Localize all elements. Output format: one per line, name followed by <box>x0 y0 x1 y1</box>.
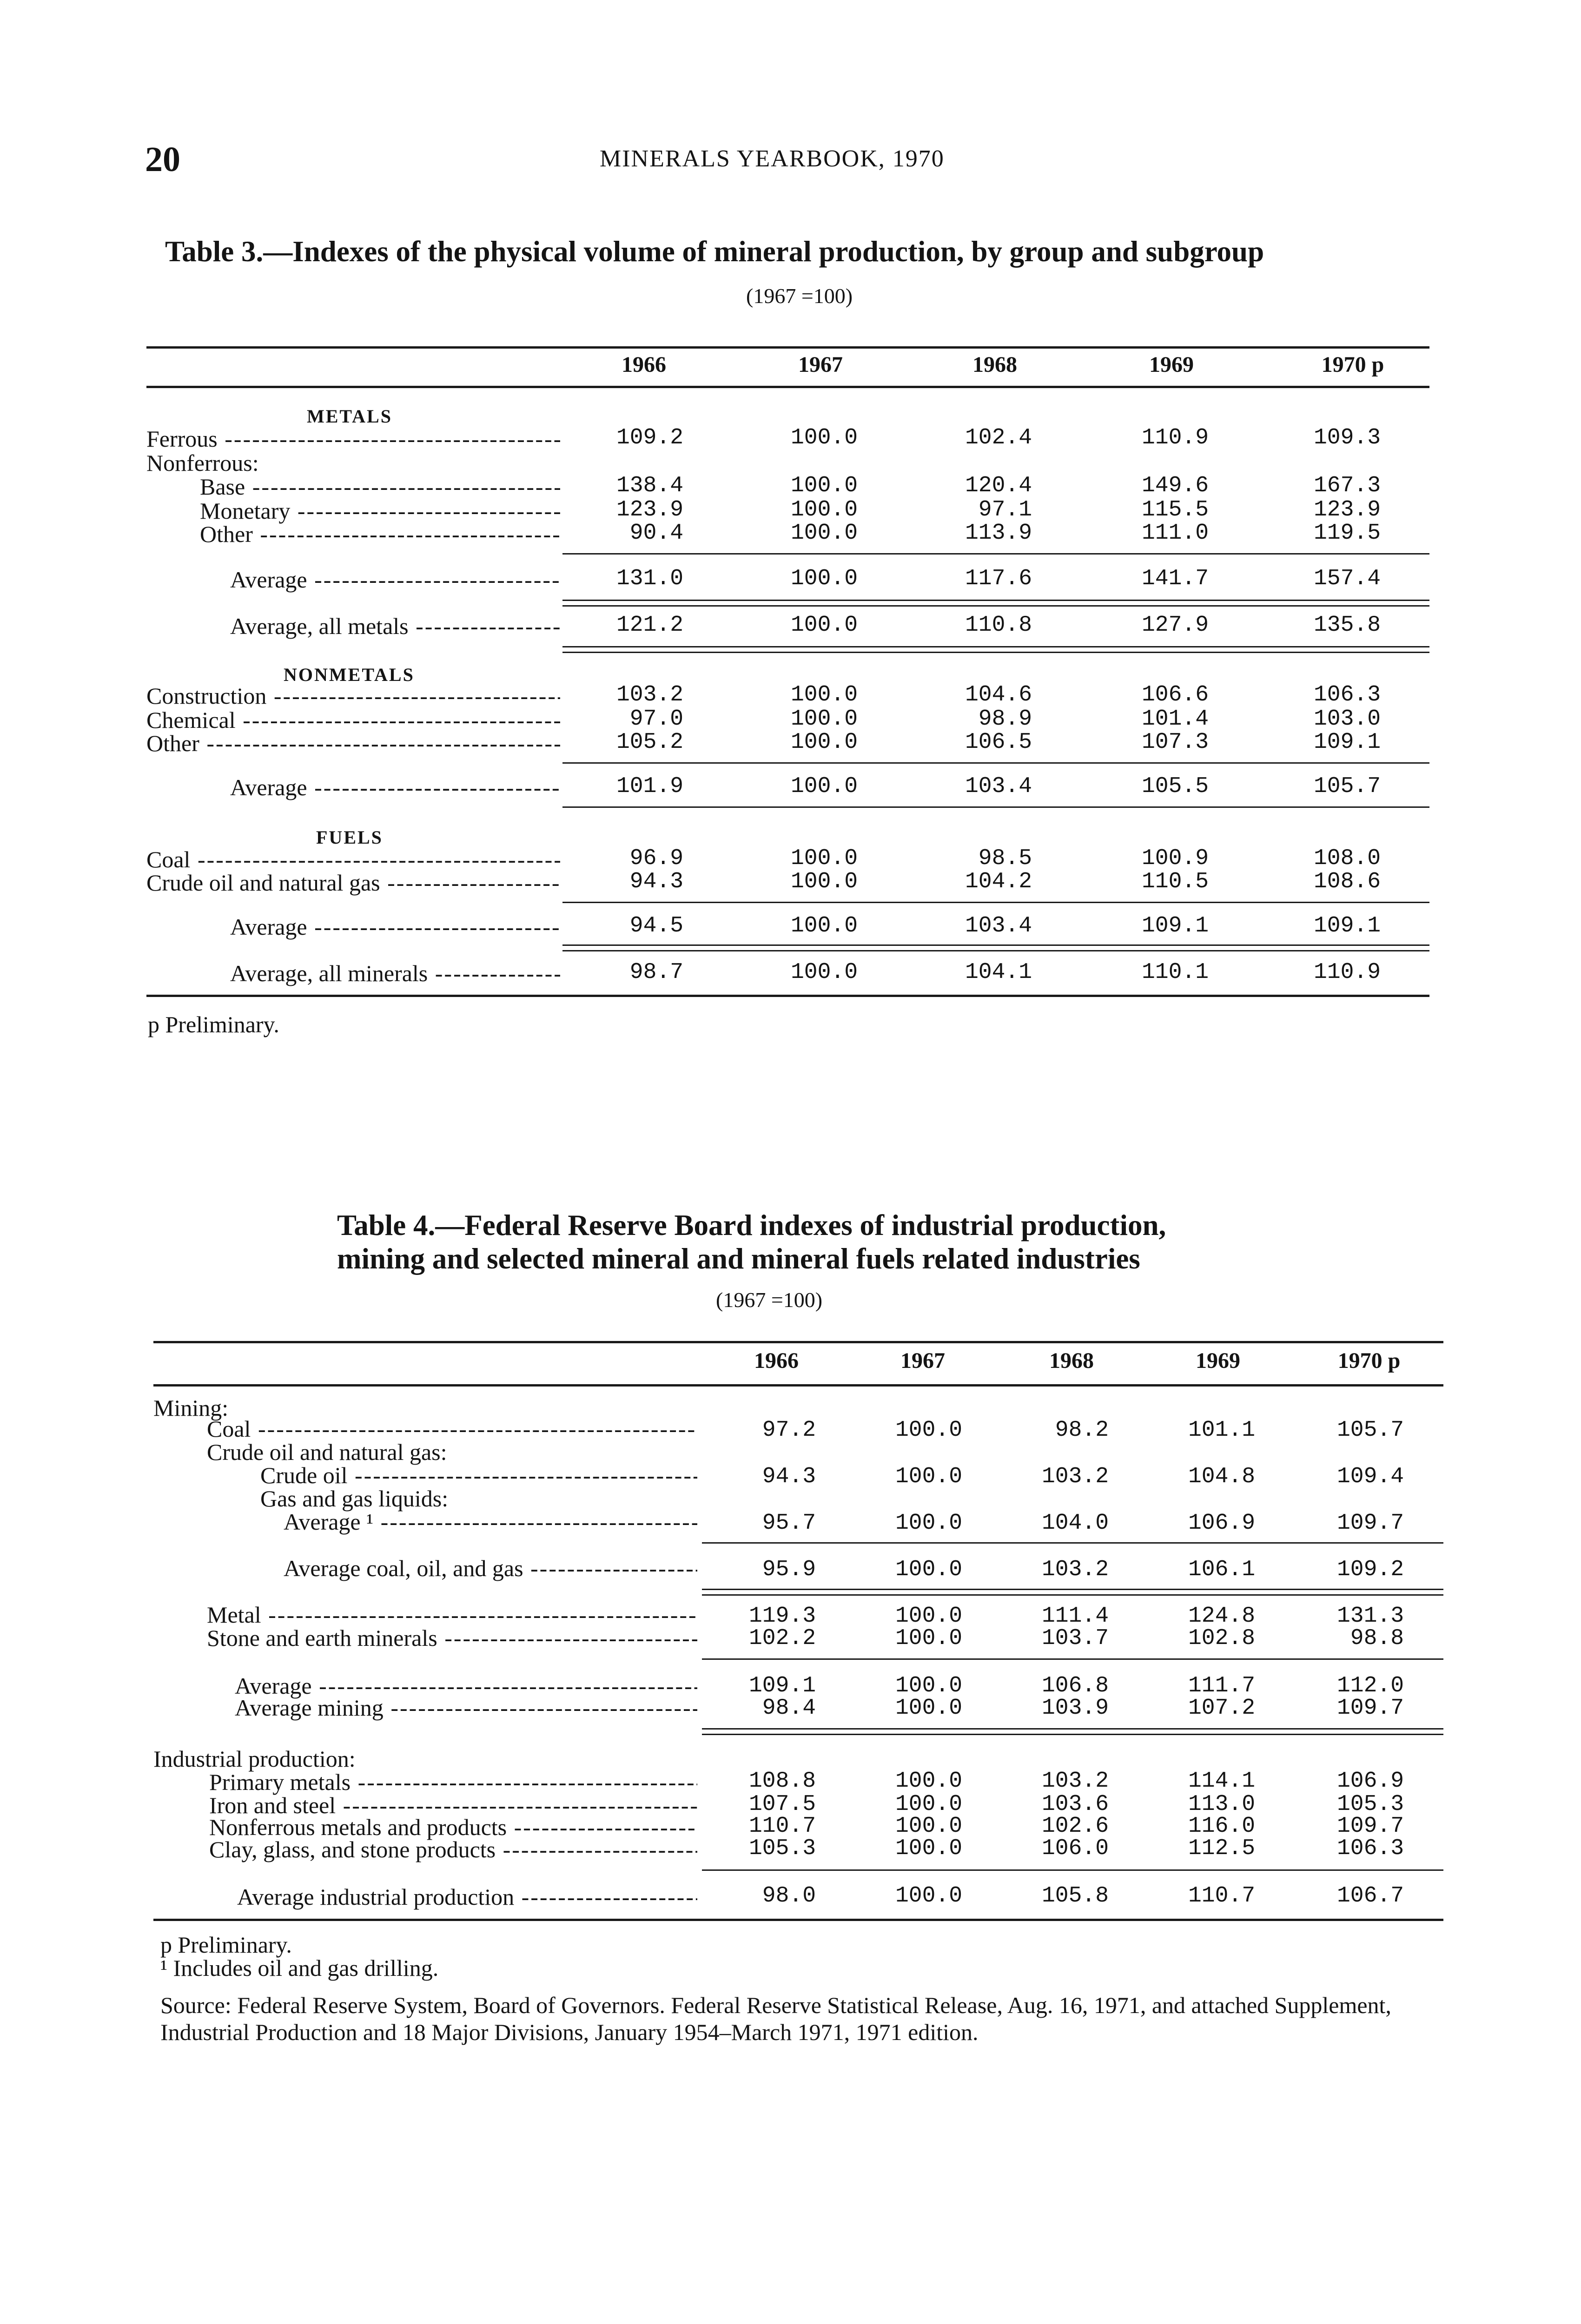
table-4-base: (1967 =100) <box>716 1288 823 1312</box>
t4-col-1966: 1966 <box>754 1348 799 1373</box>
running-header: MINERALS YEARBOOK, 1970 <box>600 145 945 172</box>
table-3-base: (1967 =100) <box>746 284 853 308</box>
t3-footnote: p Preliminary. <box>148 1011 279 1037</box>
t3-col-1970p: 1970 p <box>1321 352 1384 377</box>
t3-section-nonmetals: NONMETALS <box>284 664 415 685</box>
t3-section-metals: METALS <box>307 406 392 427</box>
t3-col-1969: 1969 <box>1149 352 1194 377</box>
t3-col-1967: 1967 <box>798 352 843 377</box>
t4-col-1970p: 1970 p <box>1337 1348 1401 1373</box>
t3-col-1966: 1966 <box>622 352 666 377</box>
t4-footnote-1: ¹ Includes oil and gas drilling. <box>160 1955 439 1981</box>
t4-col-1967: 1967 <box>900 1348 945 1373</box>
t4-col-1969: 1969 <box>1196 1348 1240 1373</box>
t4-col-1968: 1968 <box>1049 1348 1094 1373</box>
table-4-title-line1: Table 4.—Federal Reserve Board indexes of industrial production, <box>337 1209 1166 1241</box>
t3-col-1968: 1968 <box>972 352 1017 377</box>
table-3-title: Table 3.—Indexes of the physical volume of mineral production, by group and subgroup <box>165 235 1264 268</box>
t3-section-fuels: FUELS <box>316 827 383 848</box>
table-4-title-line2: mining and selected mineral and mineral fuels related industries <box>337 1242 1140 1275</box>
page-number: 20 <box>145 140 180 179</box>
t4-source: Source: Federal Reserve System, Board of Governors. Federal Reserve Statistical Release, Aug. 16, 1971, and attached Supplement, Industrial Production and 18 Major Divisions, January 1954–March 1971, 1971 edition. <box>160 1992 1391 2045</box>
t4-footnote-preliminary: p Preliminary. <box>160 1932 292 1958</box>
